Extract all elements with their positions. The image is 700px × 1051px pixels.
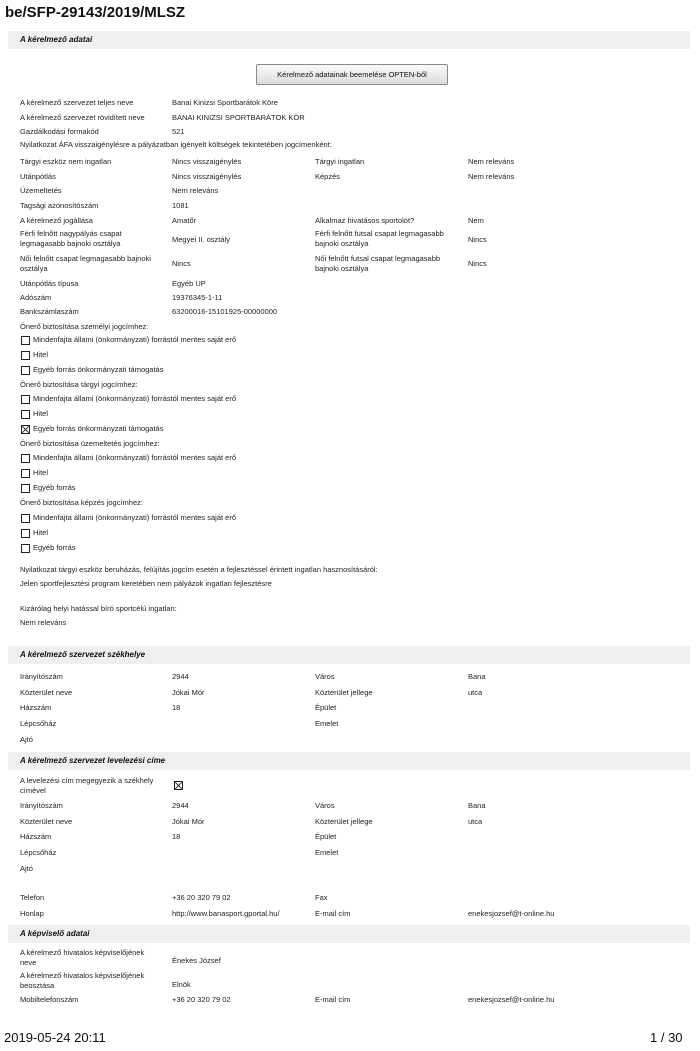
asset-state-checkbox[interactable] [21,395,30,404]
own-training-title: Önerő biztosítása képzés jogcímhez: [20,498,143,507]
operation-other-label: Egyéb forrás [33,483,76,492]
tax-value: 19376345-1-11 [172,293,223,302]
youth-type-label: Utánpótlás típusa [20,279,79,288]
pro-athletes-label: Alkalmaz hivatásos sportolót? [315,216,415,225]
bank-value: 63200016-15101925-00000000 [172,307,278,316]
email-value[interactable]: enekesjozsef@t-online.hu [468,909,555,918]
seat-house-label: Házszám [20,703,52,712]
asset-other-checkbox[interactable] [21,425,30,434]
personal-credit-checkbox[interactable] [21,351,30,360]
seat-street-value: Jókai Mór [172,688,205,697]
phone-label: Telefon [20,893,45,902]
mail-building-label: Épület [315,832,337,841]
operation-other-checkbox[interactable] [21,484,30,493]
own-personal-title: Önerő biztosítása személyi jogcímhez: [20,322,149,331]
seat-city-value: Bana [468,672,486,681]
full-name-label: A kérelmező szervezet teljes neve [20,98,134,107]
asset-credit-checkbox[interactable] [21,410,30,419]
status-label: A kérelmező jogállása [20,216,93,225]
rep-name-label-2: neve [20,958,37,967]
mail-street-value: Jókai Mór [172,817,205,826]
training-credit-label: Hitel [33,528,49,537]
youth-type-value: Egyéb UP [172,279,206,288]
men-futsal-label-2: bajnoki osztálya [315,239,369,248]
training-credit-checkbox[interactable] [21,529,30,538]
property-statement-value: Jelen sportfejlesztési program keretében nem pályázok ingatlan fejlesztésre [20,579,272,588]
mail-same-label-2: címével [20,786,46,795]
mail-stair-label: Lépcsőház [20,848,57,857]
women-league-label-2: osztálya [20,264,48,273]
section-title-seat: A kérelmező szervezet székhelye [20,650,146,659]
seat-stair-label: Lépcsőház [20,719,57,728]
local-property-value: Nem releváns [20,618,67,627]
operation-state-checkbox[interactable] [21,454,30,463]
mail-city-label: Város [315,801,335,810]
women-league-label-1: Női felnőtt csapat legmagasabb bajnoki [20,254,151,263]
rep-mobile-value: +36 20 320 79 02 [172,995,231,1004]
training-value: Nem releváns [468,172,515,181]
operation-label: Üzemeltetés [20,186,62,195]
men-league-label-1: Férfi felnőtt nagypályás csapat [20,229,122,238]
rep-name-value: Énekes József [172,956,221,965]
seat-city-label: Város [315,672,335,681]
seat-street-label: Közterület neve [20,688,73,697]
rep-email-label: E-mail cím [315,995,351,1004]
training-other-label: Egyéb forrás [33,543,76,552]
mail-street-label: Közterület neve [20,817,73,826]
seat-street-type-value: utca [468,688,483,697]
section-title-rep: A képviselő adatai [20,929,90,938]
status-value: Amatőr [172,216,197,225]
rep-position-value: Elnök [172,980,191,989]
personal-state-checkbox[interactable] [21,336,30,345]
mail-street-type-value: utca [468,817,483,826]
seat-house-value: 18 [172,703,181,712]
member-id-label: Tagsági azonosítószám [20,201,99,210]
operation-state-label: Mindenfajta állami (önkormányzati) forrástól mentes saját erő [33,453,237,462]
rep-email-value[interactable]: enekesjozsef@t-online.hu [468,995,555,1004]
web-label: Honlap [20,909,44,918]
rep-mobile-label: Mobiltelefonszám [20,995,79,1004]
section-title-applicant: A kérelmező adatai [20,35,93,44]
short-name-value: BANAI KINIZSI SPORTBARÁTOK KÖR [172,113,305,122]
bank-label: Bankszámlaszám [20,307,79,316]
pro-athletes-value: Nem [468,216,484,225]
local-property-label: Kizárólag helyi hatással bíró sportcélú ingatlan: [20,604,177,613]
mail-same-checkbox[interactable] [174,781,183,790]
short-name-label: A kérelmező szervezet rövidített neve [20,113,145,122]
asset-credit-label: Hitel [33,409,49,418]
property-value: Nem releváns [468,157,515,166]
web-value[interactable]: http://www.banasport.gportal.hu/ [172,909,280,918]
mail-floor-label: Emelet [315,848,339,857]
vat-statement: Nyilatkozat ÁFA visszaigénylésre a pályázatban igényelt költségek tekintetében jogcímenként: [20,140,332,149]
personal-credit-label: Hitel [33,350,49,359]
email-label: E-mail cím [315,909,351,918]
women-futsal-value: Nincs [468,259,487,268]
legal-form-value: 521 [172,127,185,136]
section-bar-applicant [8,31,690,49]
full-name-value: Banai Kinizsi Sportbarátok Köre [172,98,278,107]
personal-other-label: Egyéb forrás önkormányzati támogatás [33,365,164,374]
section-bar-rep [8,925,690,943]
training-state-checkbox[interactable] [21,514,30,523]
mail-zip-label: Irányítószám [20,801,63,810]
men-league-label-2: legmagasabb bajnoki osztálya [20,239,121,248]
section-title-mail: A kérelmező szervezet levelezési címe [20,756,166,765]
property-statement: Nyilatkozat tárgyi eszköz beruházás, felújítás jogcím esetén a fejlesztéssel érintett ingatlan hasznosításáról: [20,565,378,574]
seat-street-type-label: Közterület jellege [315,688,373,697]
women-futsal-label-2: bajnoki osztálya [315,264,369,273]
personal-state-label: Mindenfajta állami (önkormányzati) forrástól mentes saját erő [33,335,237,344]
training-label: Képzés [315,172,341,181]
men-futsal-label-1: Férfi felnőtt futsal csapat legmagasabb [315,229,444,238]
fax-label: Fax [315,893,328,902]
mail-zip-value: 2944 [172,801,189,810]
training-state-label: Mindenfajta állami (önkormányzati) forrástól mentes saját erő [33,513,237,522]
mail-same-label-1: A levelezési cím megegyezik a székhely [20,776,154,785]
legal-form-label: Gazdálkodási formakód [20,127,99,136]
mail-house-value: 18 [172,832,181,841]
seat-floor-label: Emelet [315,719,339,728]
men-league-value: Megyei II. osztály [172,235,230,244]
youth-label: Utánpótlás [20,172,56,181]
women-futsal-label-1: Női felnőtt futsal csapat legmagasabb [315,254,441,263]
rep-position-label-1: A kérelmező hivatalos képviselőjének [20,971,145,980]
own-asset-title: Önerő biztosítása tárgyi jogcímhez: [20,380,138,389]
operation-credit-checkbox[interactable] [21,469,30,478]
import-opten-button[interactable]: Kérelmező adatainak beemelése OPTEN-ből [256,64,448,85]
personal-other-checkbox[interactable] [21,366,30,375]
women-league-value: Nincs [172,259,191,268]
seat-zip-label: Irányítószám [20,672,63,681]
mail-street-type-label: Közterület jellege [315,817,373,826]
mail-house-label: Házszám [20,832,52,841]
page-number: 1 / 30 [650,1030,683,1045]
own-operation-title: Önerő biztosítása üzemeltetés jogcímhez: [20,439,160,448]
mail-city-value: Bana [468,801,486,810]
property-label: Tárgyi ingatlan [315,157,365,166]
seat-zip-value: 2944 [172,672,189,681]
training-other-checkbox[interactable] [21,544,30,553]
operation-value: Nem releváns [172,186,219,195]
rep-name-label-1: A kérelmező hivatalos képviselőjének [20,948,145,957]
operation-credit-label: Hitel [33,468,49,477]
seat-building-label: Épület [315,703,337,712]
print-datetime: 2019-05-24 20:11 [4,1030,106,1045]
asset-value: Nincs visszaigénylés [172,157,242,166]
asset-state-label: Mindenfajta állami (önkormányzati) forrástól mentes saját erő [33,394,237,403]
document-id: be/SFP-29143/2019/MLSZ [5,4,186,21]
youth-value: Nincs visszaigénylés [172,172,242,181]
seat-door-label: Ajtó [20,735,33,744]
asset-other-label: Egyéb forrás önkormányzati támogatás [33,424,164,433]
asset-label: Tárgyi eszköz nem ingatlan [20,157,112,166]
mail-door-label: Ajtó [20,864,33,873]
phone-value: +36 20 320 79 02 [172,893,231,902]
tax-label: Adószám [20,293,52,302]
member-id-value: 1081 [172,201,189,210]
rep-position-label-2: beosztása [20,981,55,990]
men-futsal-value: Nincs [468,235,487,244]
